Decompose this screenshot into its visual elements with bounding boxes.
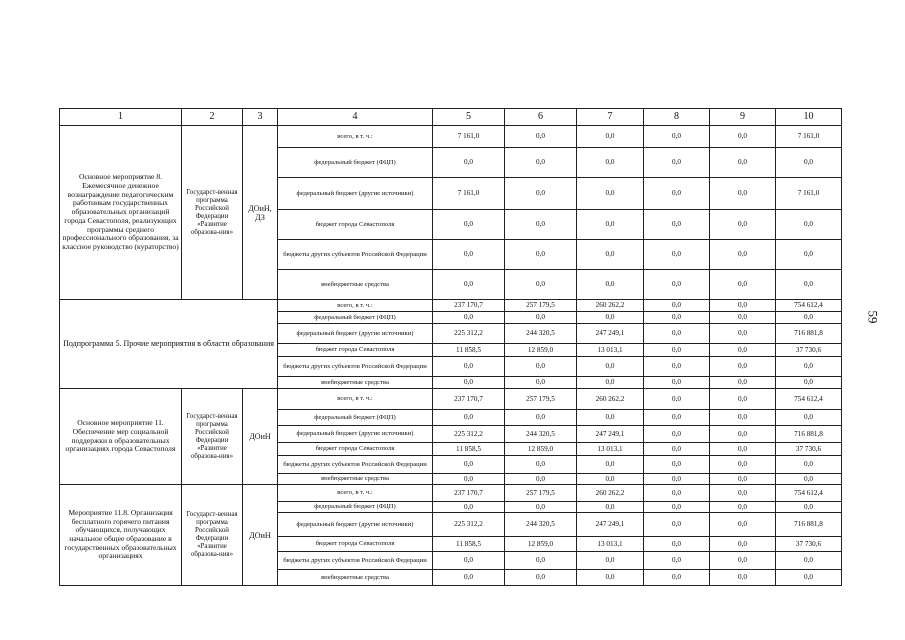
activity-name: Основное мероприятие 8. Ежемесячное денежное вознаграждение педагогическим работникам государственных образовательных организаций города Севастополя, реализующих программы среднего профессионального образования, за классное руководство (кураторство) (60, 126, 182, 300)
amount-cell: 0,0 (776, 552, 842, 570)
amount-cell: 0,0 (433, 570, 505, 586)
amount-cell: 0,0 (776, 410, 842, 426)
funding-source: федеральный бюджет (ФЦП) (278, 410, 433, 426)
amount-cell: 11 858,5 (433, 344, 505, 357)
funding-source: всего, в т. ч.: (278, 300, 433, 312)
funding-source: бюджет города Севастополя (278, 344, 433, 357)
amount-cell: 0,0 (710, 426, 776, 443)
program-name: Государст-венная программа Российской Федерации «Развитие образова-ния» (182, 126, 243, 300)
amount-cell: 0,0 (505, 312, 577, 324)
amount-cell: 0,0 (505, 456, 577, 474)
amount-cell: 0,0 (644, 570, 710, 586)
amount-cell: 0,0 (710, 126, 776, 148)
funding-source: внебюджетные средства (278, 570, 433, 586)
amount-cell: 0,0 (505, 552, 577, 570)
amount-cell: 0,0 (776, 570, 842, 586)
amount-cell: 260 262,2 (577, 389, 644, 410)
funding-source: бюджет города Севастополя (278, 537, 433, 552)
amount-cell: 0,0 (710, 537, 776, 552)
header-cell: 6 (505, 109, 577, 126)
amount-cell: 225 312,2 (433, 513, 505, 537)
amount-cell: 0,0 (644, 474, 710, 485)
amount-cell: 0,0 (505, 570, 577, 586)
amount-cell: 12 859,0 (505, 443, 577, 456)
amount-cell: 0,0 (776, 456, 842, 474)
funding-source: внебюджетные средства (278, 270, 433, 300)
amount-cell: 0,0 (710, 485, 776, 502)
amount-cell: 0,0 (710, 389, 776, 410)
funding-source: федеральный бюджет (другие источники) (278, 178, 433, 210)
amount-cell: 11 858,5 (433, 537, 505, 552)
table-row (60, 485, 842, 502)
amount-cell: 716 881,8 (776, 426, 842, 443)
amount-cell: 0,0 (710, 552, 776, 570)
amount-cell: 0,0 (577, 474, 644, 485)
amount-cell: 0,0 (644, 377, 710, 389)
funding-source: всего, в т. ч.: (278, 389, 433, 410)
amount-cell: 0,0 (577, 410, 644, 426)
funding-source: федеральный бюджет (ФЦП) (278, 148, 433, 178)
amount-cell: 0,0 (644, 357, 710, 377)
amount-cell: 0,0 (505, 148, 577, 178)
amount-cell: 0,0 (577, 357, 644, 377)
budget-table (59, 108, 842, 586)
header-row (60, 109, 842, 126)
amount-cell: 244 320,5 (505, 513, 577, 537)
header-cell: 10 (776, 109, 842, 126)
amount-cell: 0,0 (577, 456, 644, 474)
amount-cell: 0,0 (710, 324, 776, 344)
amount-cell: 0,0 (644, 513, 710, 537)
amount-cell: 0,0 (433, 240, 505, 270)
amount-cell: 0,0 (710, 474, 776, 485)
amount-cell: 0,0 (710, 570, 776, 586)
amount-cell: 0,0 (644, 485, 710, 502)
amount-cell: 0,0 (710, 300, 776, 312)
amount-cell: 0,0 (505, 178, 577, 210)
amount-cell: 0,0 (776, 312, 842, 324)
funding-source: бюджет города Севастополя (278, 210, 433, 240)
header-cell: 4 (278, 109, 433, 126)
amount-cell: 0,0 (644, 126, 710, 148)
amount-cell: 0,0 (577, 570, 644, 586)
amount-cell: 0,0 (505, 270, 577, 300)
amount-cell: 0,0 (433, 377, 505, 389)
amount-cell: 0,0 (644, 300, 710, 312)
amount-cell: 0,0 (577, 178, 644, 210)
amount-cell: 0,0 (577, 312, 644, 324)
amount-cell: 237 170,7 (433, 389, 505, 410)
amount-cell: 225 312,2 (433, 324, 505, 344)
amount-cell: 0,0 (644, 537, 710, 552)
executor: ДОиН (243, 389, 278, 485)
amount-cell: 0,0 (776, 240, 842, 270)
amount-cell: 7 161,0 (776, 126, 842, 148)
amount-cell: 0,0 (776, 474, 842, 485)
amount-cell: 0,0 (433, 357, 505, 377)
header-cell: 7 (577, 109, 644, 126)
amount-cell: 0,0 (710, 344, 776, 357)
amount-cell: 237 170,7 (433, 300, 505, 312)
header-cell: 1 (60, 109, 182, 126)
amount-cell: 0,0 (644, 178, 710, 210)
amount-cell: 716 881,8 (776, 324, 842, 344)
amount-cell: 0,0 (644, 312, 710, 324)
amount-cell: 0,0 (710, 240, 776, 270)
amount-cell: 0,0 (577, 377, 644, 389)
amount-cell: 0,0 (433, 552, 505, 570)
amount-cell: 37 730,6 (776, 537, 842, 552)
amount-cell: 0,0 (644, 502, 710, 513)
amount-cell: 754 612,4 (776, 485, 842, 502)
amount-cell: 0,0 (505, 210, 577, 240)
amount-cell: 0,0 (710, 178, 776, 210)
amount-cell: 0,0 (710, 148, 776, 178)
amount-cell: 0,0 (644, 443, 710, 456)
amount-cell: 0,0 (505, 126, 577, 148)
amount-cell: 0,0 (710, 513, 776, 537)
amount-cell: 0,0 (577, 270, 644, 300)
funding-source: федеральный бюджет (другие источники) (278, 513, 433, 537)
program-name: Государст-венная программа Российской Федерации «Развитие образова-ния» (182, 485, 243, 586)
amount-cell: 7 161,0 (433, 178, 505, 210)
amount-cell: 0,0 (577, 240, 644, 270)
header-cell: 8 (644, 109, 710, 126)
funding-source: бюджеты других субъектов Российской Федерации (278, 357, 433, 377)
amount-cell: 247 249,1 (577, 513, 644, 537)
amount-cell: 0,0 (505, 474, 577, 485)
table-row (60, 300, 842, 312)
amount-cell: 260 262,2 (577, 485, 644, 502)
amount-cell: 0,0 (505, 240, 577, 270)
funding-source: внебюджетные средства (278, 377, 433, 389)
funding-source: федеральный бюджет (другие источники) (278, 426, 433, 443)
amount-cell: 0,0 (505, 377, 577, 389)
amount-cell: 0,0 (710, 410, 776, 426)
amount-cell: 0,0 (776, 270, 842, 300)
amount-cell: 0,0 (644, 210, 710, 240)
table-row (60, 389, 842, 410)
amount-cell: 260 262,2 (577, 300, 644, 312)
header-cell: 9 (710, 109, 776, 126)
amount-cell: 0,0 (644, 456, 710, 474)
activity-name: Основное мероприятие 11. Обеспечение мер социальной поддержки в образовательных организациях города Севастополя (60, 389, 182, 485)
amount-cell: 0,0 (644, 389, 710, 410)
amount-cell: 12 859,0 (505, 344, 577, 357)
amount-cell: 0,0 (776, 502, 842, 513)
table-row (60, 126, 842, 148)
amount-cell: 0,0 (710, 357, 776, 377)
header-cell: 5 (433, 109, 505, 126)
amount-cell: 0,0 (505, 410, 577, 426)
funding-source: бюджеты других субъектов Российской Федерации (278, 240, 433, 270)
amount-cell: 0,0 (577, 126, 644, 148)
funding-source: федеральный бюджет (ФЦП) (278, 502, 433, 513)
amount-cell: 0,0 (710, 210, 776, 240)
funding-source: федеральный бюджет (другие источники) (278, 324, 433, 344)
amount-cell: 0,0 (433, 410, 505, 426)
amount-cell: 0,0 (577, 148, 644, 178)
amount-cell: 0,0 (710, 456, 776, 474)
amount-cell: 257 179,5 (505, 389, 577, 410)
amount-cell: 0,0 (433, 312, 505, 324)
amount-cell: 0,0 (433, 270, 505, 300)
amount-cell: 12 859,0 (505, 537, 577, 552)
header-cell: 3 (243, 109, 278, 126)
amount-cell: 237 170,7 (433, 485, 505, 502)
amount-cell: 0,0 (644, 426, 710, 443)
amount-cell: 0,0 (644, 344, 710, 357)
amount-cell: 0,0 (776, 210, 842, 240)
amount-cell: 0,0 (433, 456, 505, 474)
amount-cell: 0,0 (644, 552, 710, 570)
amount-cell: 0,0 (710, 312, 776, 324)
amount-cell: 37 730,6 (776, 443, 842, 456)
amount-cell: 247 249,1 (577, 324, 644, 344)
amount-cell: 0,0 (710, 443, 776, 456)
amount-cell: 0,0 (710, 270, 776, 300)
program-name: Государст-венная программа Российской Федерации «Развитие образова-ния» (182, 389, 243, 485)
amount-cell: 0,0 (505, 502, 577, 513)
page-number: 59 (865, 310, 881, 324)
amount-cell: 37 730,6 (776, 344, 842, 357)
amount-cell: 13 013,1 (577, 443, 644, 456)
amount-cell: 0,0 (505, 357, 577, 377)
amount-cell: 244 320,5 (505, 324, 577, 344)
amount-cell: 0,0 (644, 324, 710, 344)
amount-cell: 247 249,1 (577, 426, 644, 443)
amount-cell: 0,0 (644, 270, 710, 300)
amount-cell: 0,0 (776, 148, 842, 178)
amount-cell: 0,0 (776, 377, 842, 389)
amount-cell: 7 161,0 (433, 126, 505, 148)
amount-cell: 0,0 (644, 148, 710, 178)
funding-source: федеральный бюджет (ФЦП) (278, 312, 433, 324)
amount-cell: 0,0 (644, 410, 710, 426)
amount-cell: 0,0 (433, 148, 505, 178)
amount-cell: 225 312,2 (433, 426, 505, 443)
subprogram-name: Подпрограмма 5. Прочие мероприятия в области образования (60, 300, 278, 389)
executor: ДОиН, ДЗ (243, 126, 278, 300)
executor: ДОиН (243, 485, 278, 586)
amount-cell: 257 179,5 (505, 300, 577, 312)
amount-cell: 244 320,5 (505, 426, 577, 443)
funding-source: всего, в т. ч.: (278, 126, 433, 148)
amount-cell: 0,0 (433, 474, 505, 485)
activity-name: Мероприятие 11.8. Организация бесплатного горячего питания обучающихся, получающих начальное общее образование в государственных образовательных организациях (60, 485, 182, 586)
amount-cell: 0,0 (577, 210, 644, 240)
amount-cell: 7 161,0 (776, 178, 842, 210)
amount-cell: 716 881,8 (776, 513, 842, 537)
amount-cell: 11 858,5 (433, 443, 505, 456)
funding-source: всего, в т. ч.: (278, 485, 433, 502)
amount-cell: 0,0 (577, 502, 644, 513)
funding-source: внебюджетные средства (278, 474, 433, 485)
amount-cell: 257 179,5 (505, 485, 577, 502)
header-cell: 2 (182, 109, 243, 126)
amount-cell: 754 612,4 (776, 389, 842, 410)
funding-source: бюджеты других субъектов Российской Федерации (278, 456, 433, 474)
funding-source: бюджеты других субъектов Российской Федерации (278, 552, 433, 570)
funding-source: бюджет города Севастополя (278, 443, 433, 456)
amount-cell: 0,0 (644, 240, 710, 270)
amount-cell: 754 612,4 (776, 300, 842, 312)
amount-cell: 0,0 (776, 357, 842, 377)
amount-cell: 13 013,1 (577, 537, 644, 552)
amount-cell: 0,0 (433, 502, 505, 513)
amount-cell: 0,0 (710, 502, 776, 513)
amount-cell: 13 013,1 (577, 344, 644, 357)
amount-cell: 0,0 (710, 377, 776, 389)
amount-cell: 0,0 (577, 552, 644, 570)
amount-cell: 0,0 (433, 210, 505, 240)
